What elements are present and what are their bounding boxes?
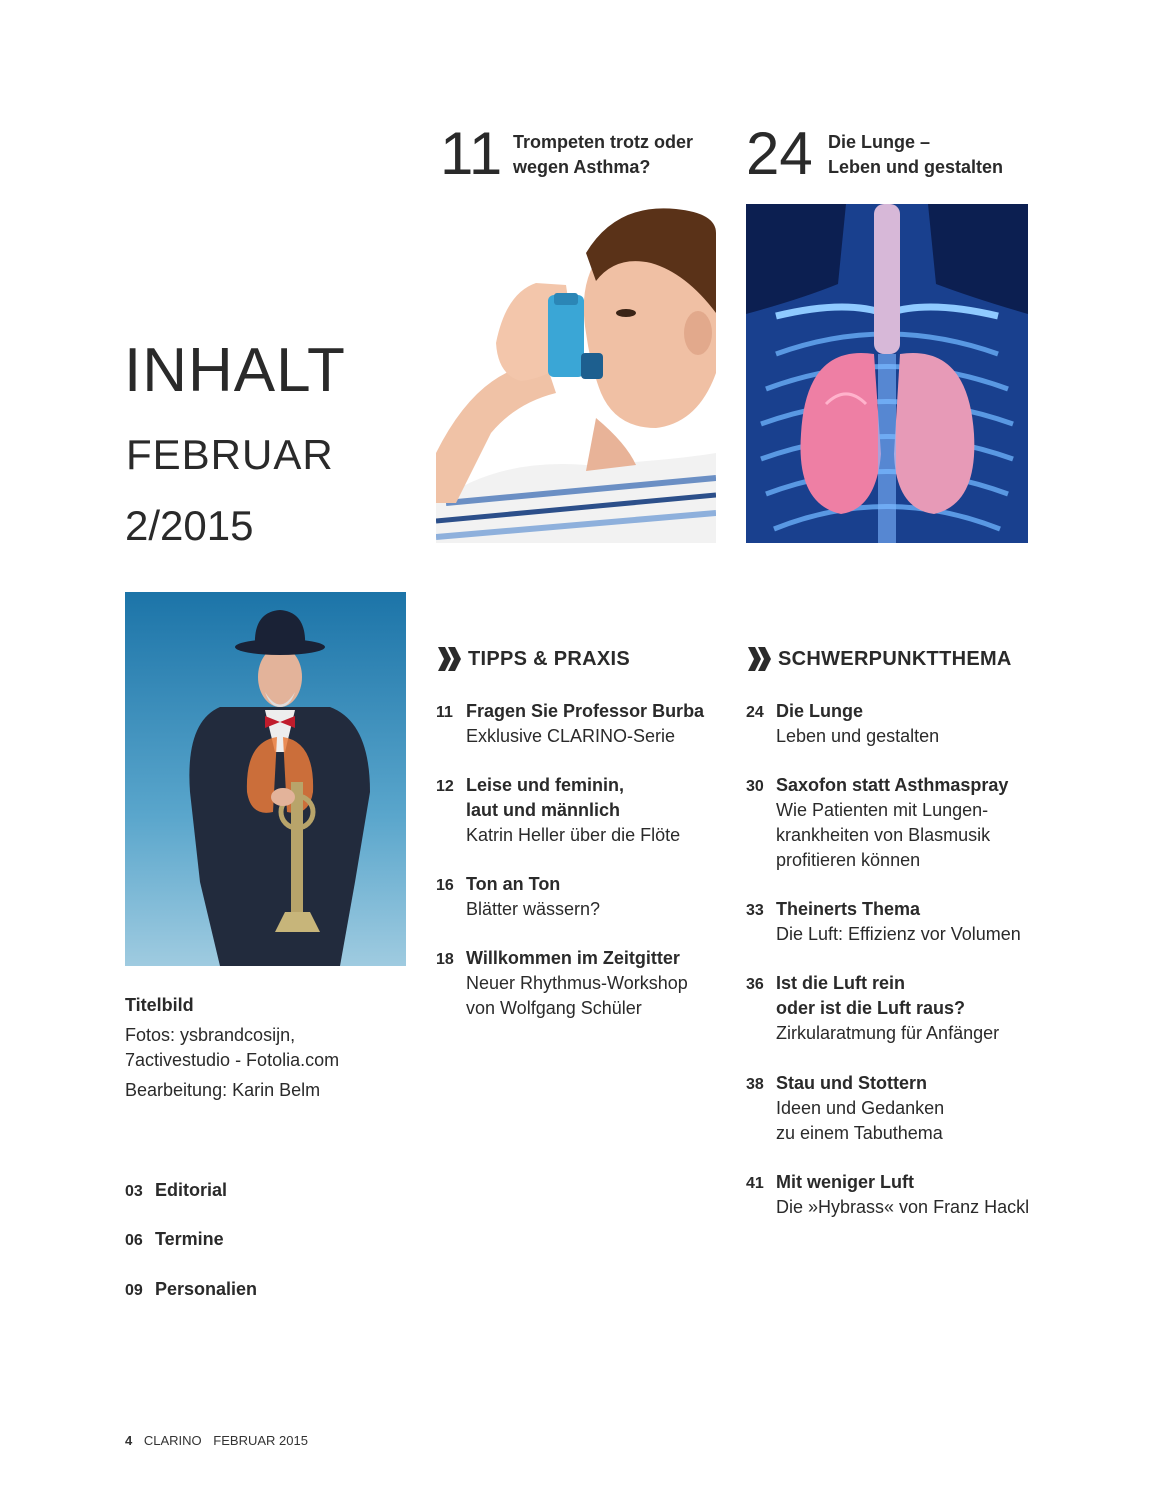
toc-title: Ist die Luft rein xyxy=(776,973,906,993)
toc-title: Theinerts Thema xyxy=(776,899,921,919)
toc-subtitle-line2: zu einem Tabuthema xyxy=(776,1123,943,1143)
double-chevron-icon xyxy=(436,646,462,672)
toc-title: Die Lunge xyxy=(776,701,864,721)
toc-title-line2: oder ist die Luft raus? xyxy=(776,998,966,1018)
cover-caption-heading: Titelbild xyxy=(125,995,194,1015)
page-footer xyxy=(125,1433,316,1448)
toc-page-number: 30 xyxy=(746,778,764,795)
toc-title: Personalien xyxy=(155,1279,258,1299)
toc-title: Fragen Sie Professor Burba xyxy=(466,701,705,721)
toc-title: Leise und feminin, xyxy=(466,775,625,795)
toc-title: Ton an Ton xyxy=(466,874,561,894)
toc-subtitle: Neuer Rhythmus-Workshop xyxy=(466,973,688,993)
toc-subtitle: Zirkularatmung für Anfänger xyxy=(776,1023,1000,1043)
footer-magazine-name: CLARINO xyxy=(143,1433,202,1448)
cover-editing-credit: Bearbeitung: Karin Belm xyxy=(125,1080,321,1100)
toc-subtitle: Ideen und Gedanken xyxy=(776,1098,945,1118)
toc-subtitle: Exklusive CLARINO-Serie xyxy=(466,726,676,746)
toc-subtitle-line3: profitieren können xyxy=(776,850,921,870)
toc-page-number: 38 xyxy=(746,1076,764,1093)
asthma-inhaler-photo[interactable] xyxy=(436,203,716,543)
feature-1-title-line2: wegen Asthma? xyxy=(513,157,651,177)
toc-title: Termine xyxy=(155,1229,224,1249)
lungs-illustration[interactable] xyxy=(746,204,1028,543)
toc-subtitle-line2: von Wolfgang Schüler xyxy=(466,998,642,1018)
toc-title-line2: laut und männlich xyxy=(466,800,621,820)
toc-title: Stau und Stottern xyxy=(776,1073,927,1093)
toc-page-number: 33 xyxy=(746,902,764,919)
feature-2-page-number: 24 xyxy=(746,120,813,187)
toc-title: Mit weniger Luft xyxy=(776,1172,914,1192)
toc-page-number: 18 xyxy=(436,951,454,968)
toc-page-number: 12 xyxy=(436,778,454,795)
section-heading-tipps xyxy=(436,646,630,672)
footer-issue: FEBRUAR 2015 xyxy=(213,1433,308,1448)
issue-month: FEBRUAR xyxy=(126,431,334,478)
toc-page-number: 09 xyxy=(125,1282,143,1299)
toc-title: Willkommen im Zeitgitter xyxy=(466,948,680,968)
feature-2-title[interactable] xyxy=(828,130,1003,180)
double-chevron-icon xyxy=(746,646,772,672)
toc-title: Saxofon statt Asthmaspray xyxy=(776,775,1009,795)
feature-1-title[interactable] xyxy=(513,130,693,180)
toc-page-number: 16 xyxy=(436,877,454,894)
section-title: SCHWERPUNKTTHEMA xyxy=(778,647,1012,670)
toc-subtitle: Wie Patienten mit Lungen- xyxy=(776,800,989,820)
toc-page-number: 41 xyxy=(746,1175,764,1192)
cover-credit-line2: 7activestudio - Fotolia.com xyxy=(125,1050,340,1070)
toc-title: Editorial xyxy=(155,1180,228,1200)
toc-subtitle: Die Luft: Effizienz vor Volumen xyxy=(776,924,1021,944)
cover-photo[interactable] xyxy=(125,592,406,966)
toc-page-number: 11 xyxy=(436,704,453,721)
toc-subtitle: Katrin Heller über die Flöte xyxy=(466,825,681,845)
toc-page-number: 36 xyxy=(746,976,764,993)
feature-1-title-line1: Trompeten trotz oder xyxy=(513,132,694,152)
toc-page-number: 24 xyxy=(746,704,764,721)
toc-page-number: 06 xyxy=(125,1232,143,1249)
section-title: TIPPS & PRAXIS xyxy=(468,647,631,670)
page-title: INHALT xyxy=(124,336,346,405)
toc-subtitle-line2: krankheiten von Blasmusik xyxy=(776,825,991,845)
issue-number: 2/2015 xyxy=(125,502,254,549)
feature-2-title-line2: Leben und gestalten xyxy=(828,157,1004,177)
cover-credit-line1: Fotos: ysbrandcosijn, xyxy=(125,1025,296,1045)
toc-subtitle: Die »Hybrass« von Franz Hackl xyxy=(776,1197,1030,1217)
section-heading-schwerpunkt xyxy=(746,646,1012,672)
footer-page-number: 4 xyxy=(125,1433,133,1448)
toc-page-number: 03 xyxy=(125,1183,143,1200)
feature-1-page-number: 11 xyxy=(440,120,503,187)
toc-subtitle: Leben und gestalten xyxy=(776,726,940,746)
feature-2-title-line1: Die Lunge – xyxy=(828,132,931,152)
toc-subtitle: Blätter wässern? xyxy=(466,899,601,919)
